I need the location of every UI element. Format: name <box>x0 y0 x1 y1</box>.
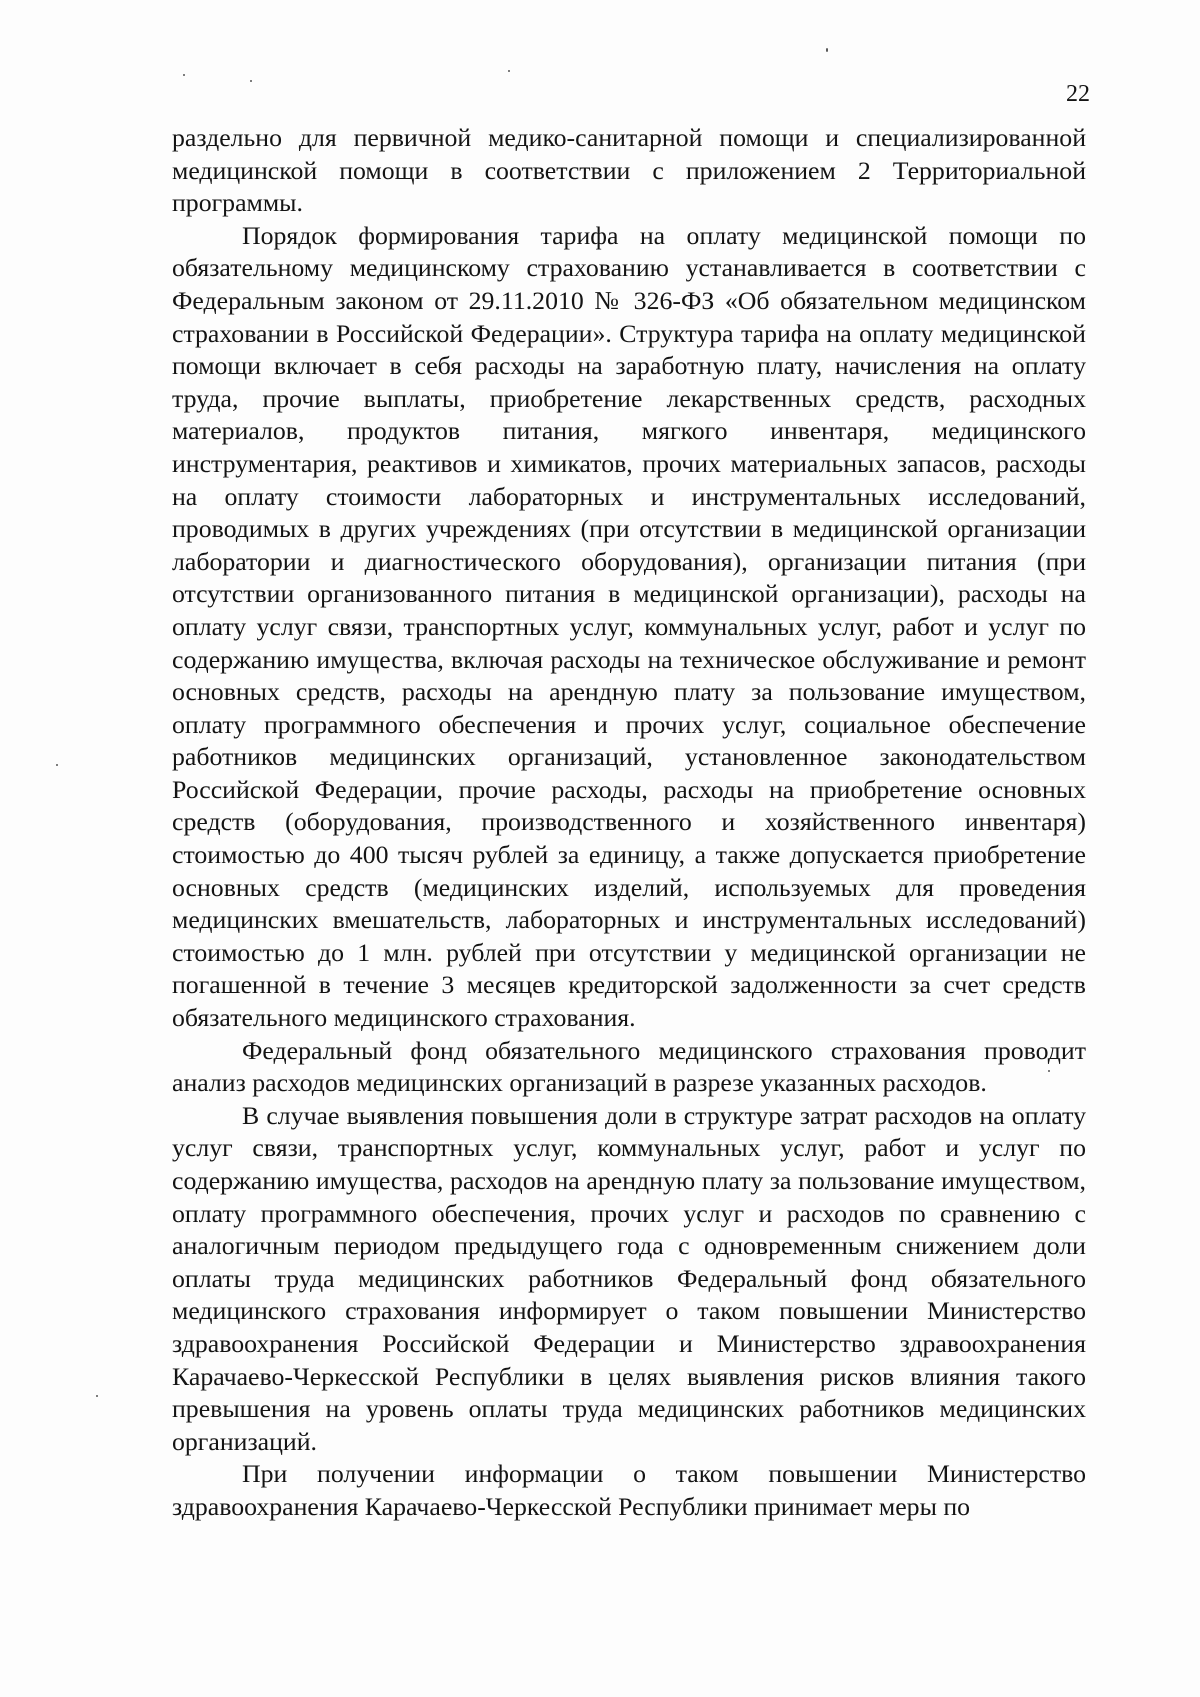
paragraph-ministry-measures: При получении информации о таком повышении Министерство здравоохранения Карачаево-Черкесской Республики принимает меры по <box>172 1459 1086 1521</box>
page-number: 22 <box>1066 81 1090 107</box>
paragraph-fund-analysis: Федеральный фонд обязательного медицинского страхования проводит анализ расходов медицинских организаций в разрезе указанных расходов. <box>172 1035 1086 1098</box>
scan-speck <box>250 80 252 82</box>
scan-speck <box>826 48 828 52</box>
scan-speck <box>96 1395 98 1397</box>
scan-speck <box>56 764 58 766</box>
document-body <box>172 122 1086 1524</box>
paragraph-cost-increase: В случае выявления повышения доли в структуре затрат расходов на оплату услуг связи, транспортных услуг, коммунальных услуг, работ и услуг по содержанию имущества, расходов на арендную плату за пользование имуществом, оплату программного обеспечения, прочих услуг и расходов по сравнению с аналогичным периодом предыдущего года с одновременным снижением доли оплаты труда медицинских работников Федеральный фонд обязательного медицинского страхования информирует о таком повышении Министерство здравоохранения Российской Федерации и Министерство здравоохранения Карачаево-Черкесской Республики в целях выявления рисков влияния такого превышения на уровень оплаты труда медицинских работников медицинских организаций. <box>172 1100 1086 1456</box>
scan-speck <box>183 74 185 76</box>
paragraph-tariff-structure: Порядок формирования тарифа на оплату медицинской помощи по обязательному медицинскому страхованию устанавливается в соответствии с Федеральным законом от 29.11.2010 № 326-ФЗ «Об обязательном медицинском страховании в Российской Федерации». Структура тарифа на оплату медицинской помощи включает в себя расходы на заработную плату, начисления на оплату труда, прочие выплаты, приобретение лекарственных средств, расходных материалов, продуктов питания, мягкого инвентаря, медицинского инструментария, реактивов и химикатов, прочих материальных запасов, расходы на оплату стоимости лабораторных и инструментальных исследований, проводимых в других учреждениях (при отсутствии в медицинской организации лаборатории и диагностического оборудования), организации питания (при отсутствии организованного питания в медицинской организации), расходы на оплату услуг связи, транспортных услуг, коммунальных услуг, работ и услуг по содержанию имущества, включая расходы на техническое обслуживание и ремонт основных средств, расходы на арендную плату за пользование имуществом, оплату программного обеспечения и прочих услуг, социальное обеспечение работников медицинских организаций, установленное законодательством Российской Федерации, прочие расходы, расходы на приобретение основных средств (оборудования, производственного и хозяйственного инвентаря) стоимостью до 400 тысяч рублей за единицу, а также допускается приобретение основных средств (медицинских изделий, используемых для проведения медицинских вмешательств, лабораторных и инструментальных исследований) стоимостью до 1 млн. рублей при отсутствии у медицинской организации не погашенной в течение 3 месяцев кредиторской задолженности за счет средств обязательного медицинского страхования. <box>172 220 1086 1033</box>
scan-speck <box>508 70 510 72</box>
paragraph-continuation: раздельно для первичной медико-санитарной помощи и специализированной медицинской помощи в соответствии с приложением 2 Территориальной программы. <box>172 123 1086 218</box>
